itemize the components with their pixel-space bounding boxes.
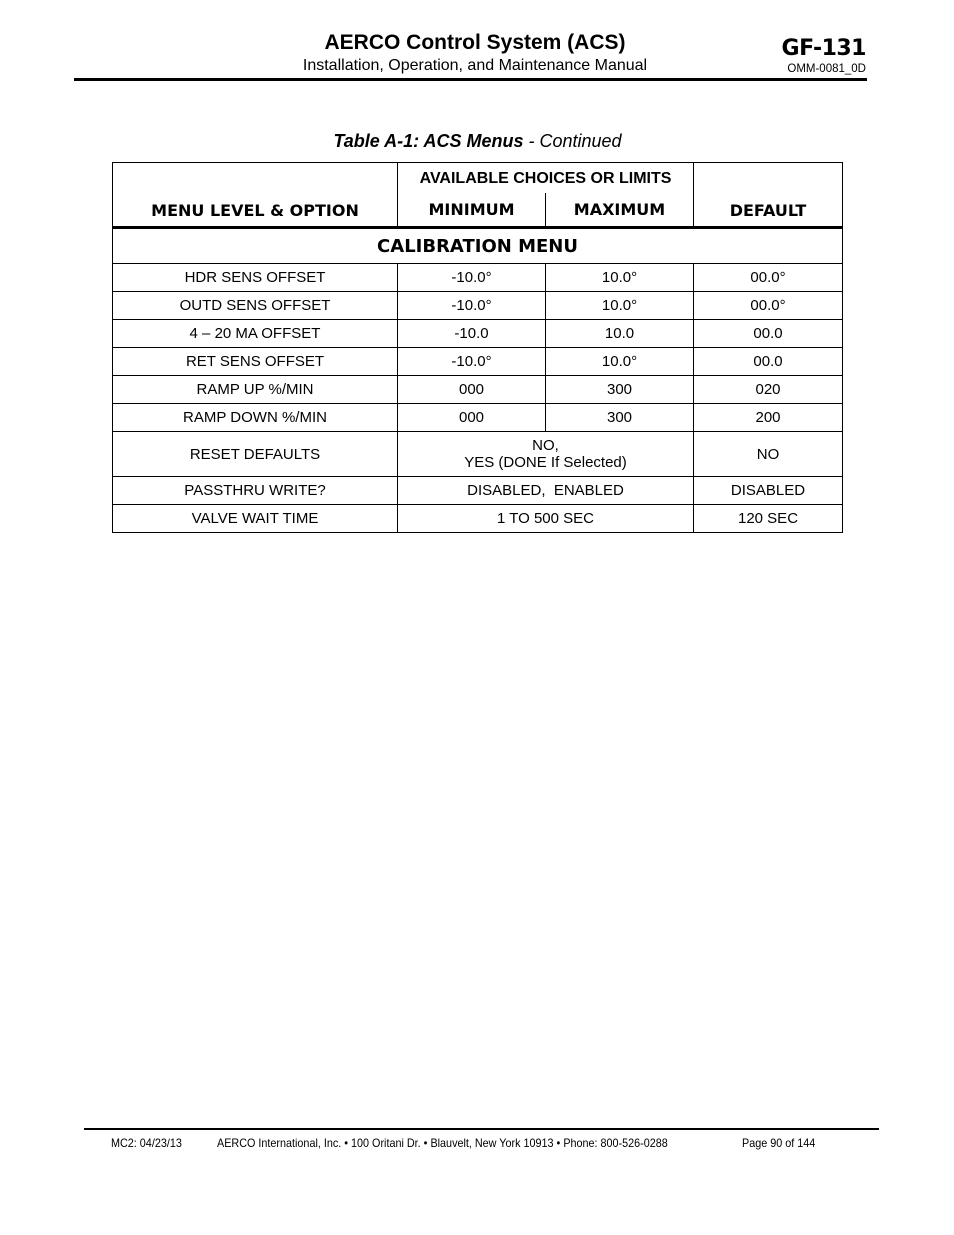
maximum-cell: 10.0 [546,320,694,348]
choices-line: NO, [532,437,559,454]
table-row [113,505,843,533]
default-cell: 00.0° [694,292,843,320]
choices-cell: DISABLED, ENABLED [398,477,694,505]
option-cell: RAMP DOWN %/MIN [113,404,398,432]
header-available-choices: AVAILABLE CHOICES OR LIMITS [398,163,694,194]
default-cell: DISABLED [694,477,843,505]
minimum-cell: -10.0° [398,264,546,292]
acs-menu-table [112,162,843,533]
minimum-cell: -10.0° [398,292,546,320]
choices-cell: 1 TO 500 SEC [398,505,694,533]
default-cell: 00.0° [694,264,843,292]
choices-line: YES (DONE If Selected) [464,454,627,471]
default-cell: 00.0 [694,348,843,376]
footer-company: AERCO International, Inc. • 100 Oritani Dr. • Blauvelt, New York 10913 • Phone: 800-526-0288 [217,1136,668,1150]
table-row [113,348,843,376]
table-caption-title: Table A-1: ACS Menus [333,131,524,151]
option-cell: VALVE WAIT TIME [113,505,398,533]
table-row [113,292,843,320]
footer-page-number: Page 90 of 144 [742,1136,816,1150]
default-cell: 00.0 [694,320,843,348]
minimum-cell: 000 [398,404,546,432]
product-code: GF-131 [781,36,866,61]
choices-cell [398,432,694,477]
maximum-cell: 10.0° [546,264,694,292]
table-row [113,264,843,292]
table-caption [113,131,842,152]
option-cell: RAMP UP %/MIN [113,376,398,404]
table-row [113,320,843,348]
header-menu-level: MENU LEVEL & OPTION [113,163,398,228]
minimum-cell: 000 [398,376,546,404]
table-row [113,376,843,404]
document-number: OMM-0081_0D [787,63,866,75]
header-minimum: MINIMUM [398,193,546,228]
maximum-cell: 10.0° [546,292,694,320]
option-cell: OUTD SENS OFFSET [113,292,398,320]
section-row [113,228,843,264]
header-rule [74,78,867,81]
maximum-cell: 10.0° [546,348,694,376]
option-cell: 4 – 20 MA OFFSET [113,320,398,348]
default-cell: 120 SEC [694,505,843,533]
header-default: DEFAULT [694,163,843,228]
default-cell: NO [694,432,843,477]
manual-title: AERCO Control System (ACS) [324,31,626,54]
section-title: CALIBRATION MENU [113,228,843,264]
footer-rule [84,1128,879,1130]
table-header-row [113,163,843,194]
maximum-cell: 300 [546,376,694,404]
table-row [113,477,843,505]
default-cell: 200 [694,404,843,432]
minimum-cell: -10.0° [398,348,546,376]
option-cell: PASSTHRU WRITE? [113,477,398,505]
option-cell: HDR SENS OFFSET [113,264,398,292]
footer-date: MC2: 04/23/13 [111,1136,182,1150]
table-row [113,432,843,477]
option-cell: RESET DEFAULTS [113,432,398,477]
minimum-cell: -10.0 [398,320,546,348]
default-cell: 020 [694,376,843,404]
maximum-cell: 300 [546,404,694,432]
manual-subtitle: Installation, Operation, and Maintenance Manual [302,57,648,74]
option-cell: RET SENS OFFSET [113,348,398,376]
table-caption-continued: - Continued [523,131,622,151]
table-row [113,404,843,432]
header-maximum: MAXIMUM [546,193,694,228]
